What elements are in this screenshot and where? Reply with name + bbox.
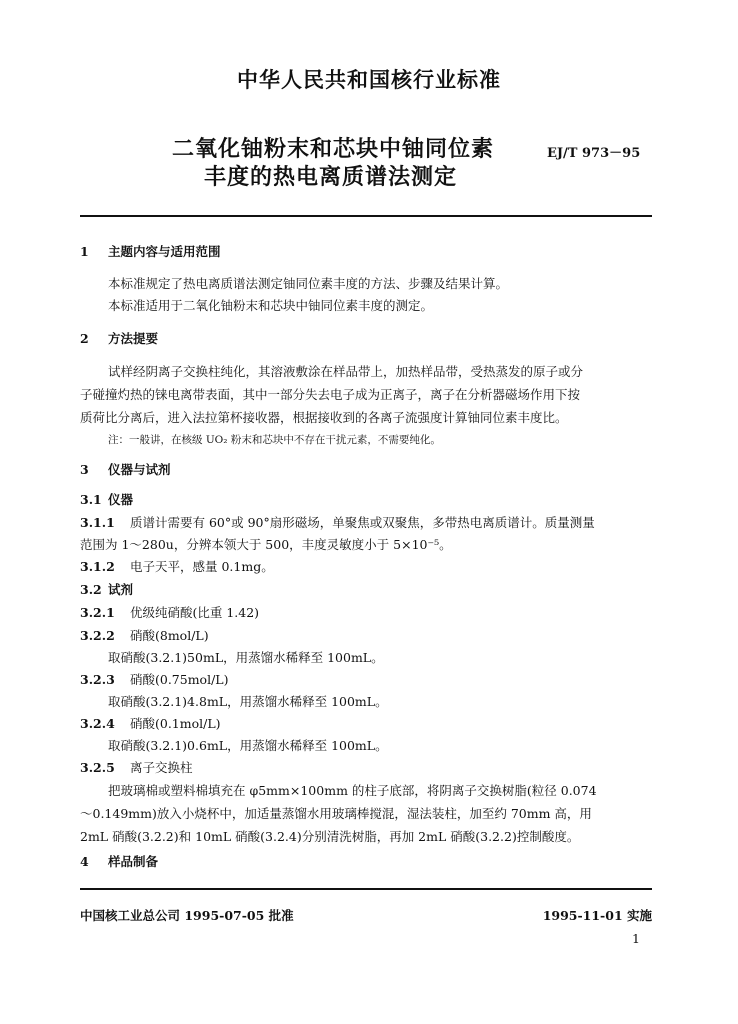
- approval-statement: 中国核工业总公司 1995-07-05 批准: [80, 908, 294, 923]
- item-3-1-2: [80, 557, 274, 575]
- document-title-line-2: 丰度的热电离质谱法测定: [204, 165, 458, 190]
- section-number: 1: [80, 244, 89, 259]
- item-3-2-5: [80, 758, 193, 776]
- standard-header: 中华人民共和国核行业标准: [237, 68, 501, 92]
- section-number: 2: [80, 331, 89, 346]
- subsection-3-2-heading: [80, 580, 133, 598]
- item-3-2-5-line-2: ～0.149mm)放入小烧杯中，加适量蒸馏水用玻璃棒搅混，湿法装柱，加至约 70mm 高，用: [80, 806, 592, 821]
- section-3-heading: [80, 460, 171, 478]
- page-number: 1: [632, 931, 640, 946]
- subsection-number: 3.2: [80, 582, 102, 597]
- section-title: 主题内容与适用范围: [108, 244, 221, 259]
- item-number: 3.1.2: [80, 559, 115, 574]
- section-title: 样品制备: [108, 854, 159, 869]
- item-number: 3.2.3: [80, 672, 115, 687]
- subsection-title: 试剂: [108, 582, 134, 597]
- item-3-2-3-detail: 取硝酸(3.2.1)4.8mL，用蒸馏水稀释至 100mL。: [108, 694, 388, 709]
- document-title-line-1: 二氧化铀粉末和芯块中铀同位素: [172, 137, 495, 162]
- section-title: 方法提要: [108, 331, 159, 346]
- standard-code: EJ/T 973－95: [547, 146, 641, 161]
- item-text: 硝酸(8mol/L): [130, 628, 209, 643]
- section-number: 3: [80, 462, 89, 477]
- item-3-2-4: [80, 714, 221, 732]
- section-1-paragraph-1: 本标准规定了热电离质谱法测定铀同位素丰度的方法、步骤及结果计算。: [108, 276, 509, 291]
- item-text: 优级纯硝酸(比重 1.42): [130, 605, 260, 620]
- item-text: 质谱计需要有 60°或 90°扇形磁场，单聚焦或双聚焦，多带热电离质谱计。质量测量: [130, 515, 595, 530]
- item-text: 电子天平，感量 0.1mg。: [130, 559, 274, 574]
- item-number: 3.2.5: [80, 760, 115, 775]
- title-divider: [80, 215, 652, 217]
- footer-divider: [80, 888, 652, 890]
- item-3-2-4-detail: 取硝酸(3.2.1)0.6mL，用蒸馏水稀释至 100mL。: [108, 738, 388, 753]
- item-3-2-1: [80, 603, 259, 621]
- item-3-2-5-line-3: 2mL 硝酸(3.2.2)和 10mL 硝酸(3.2.4)分别清洗树脂，再加 2mL 硝酸(3.2.2)控制酸度。: [80, 829, 580, 844]
- subsection-3-1-heading: [80, 490, 133, 508]
- item-number: 3.2.2: [80, 628, 115, 643]
- section-number: 4: [80, 854, 89, 869]
- item-3-2-5-line-1: 把玻璃棉或塑料棉填充在 φ5mm×100mm 的柱子底部，将阴离子交换树脂(粒径 0.074: [108, 783, 597, 798]
- item-number: 3.1.1: [80, 515, 115, 530]
- section-2-note: 注：一般讲，在核级 UO₂ 粉末和芯块中不存在干扰元素，不需要纯化。: [108, 434, 441, 446]
- item-text: 硝酸(0.1mol/L): [130, 716, 221, 731]
- section-1-paragraph-2: 本标准适用于二氧化铀粉末和芯块中铀同位素丰度的测定。: [108, 298, 434, 313]
- item-number: 3.2.1: [80, 605, 115, 620]
- subsection-number: 3.1: [80, 492, 102, 507]
- section-2-line-2: 子碰撞灼热的铼电离带表面，其中一部分失去电子成为正离子，离子在分析器磁场作用下按: [80, 387, 581, 402]
- section-2-line-1: 试样经阴离子交换柱纯化，其溶液敷涂在样品带上，加热样品带，受热蒸发的原子或分: [108, 364, 584, 379]
- section-1-heading: [80, 242, 221, 260]
- section-title: 仪器与试剂: [108, 462, 171, 477]
- item-3-1-1-line-2: 范围为 1～280u，分辨本领大于 500，丰度灵敏度小于 5×10⁻⁵。: [80, 537, 452, 552]
- item-3-2-2-detail: 取硝酸(3.2.1)50mL，用蒸馏水稀释至 100mL。: [108, 650, 384, 665]
- item-3-1-1-line-1: [80, 513, 595, 531]
- section-4-heading: [80, 852, 158, 870]
- item-text: 离子交换柱: [130, 760, 193, 775]
- section-2-heading: [80, 329, 158, 347]
- subsection-title: 仪器: [108, 492, 134, 507]
- item-3-2-3: [80, 670, 228, 688]
- item-3-2-2: [80, 626, 209, 644]
- effective-date: 1995-11-01 实施: [542, 908, 652, 923]
- item-number: 3.2.4: [80, 716, 115, 731]
- item-text: 硝酸(0.75mol/L): [130, 672, 229, 687]
- section-2-line-3: 质荷比分离后，进入法拉第杯接收器，根据接收到的各离子流强度计算铀同位素丰度比。: [80, 410, 568, 425]
